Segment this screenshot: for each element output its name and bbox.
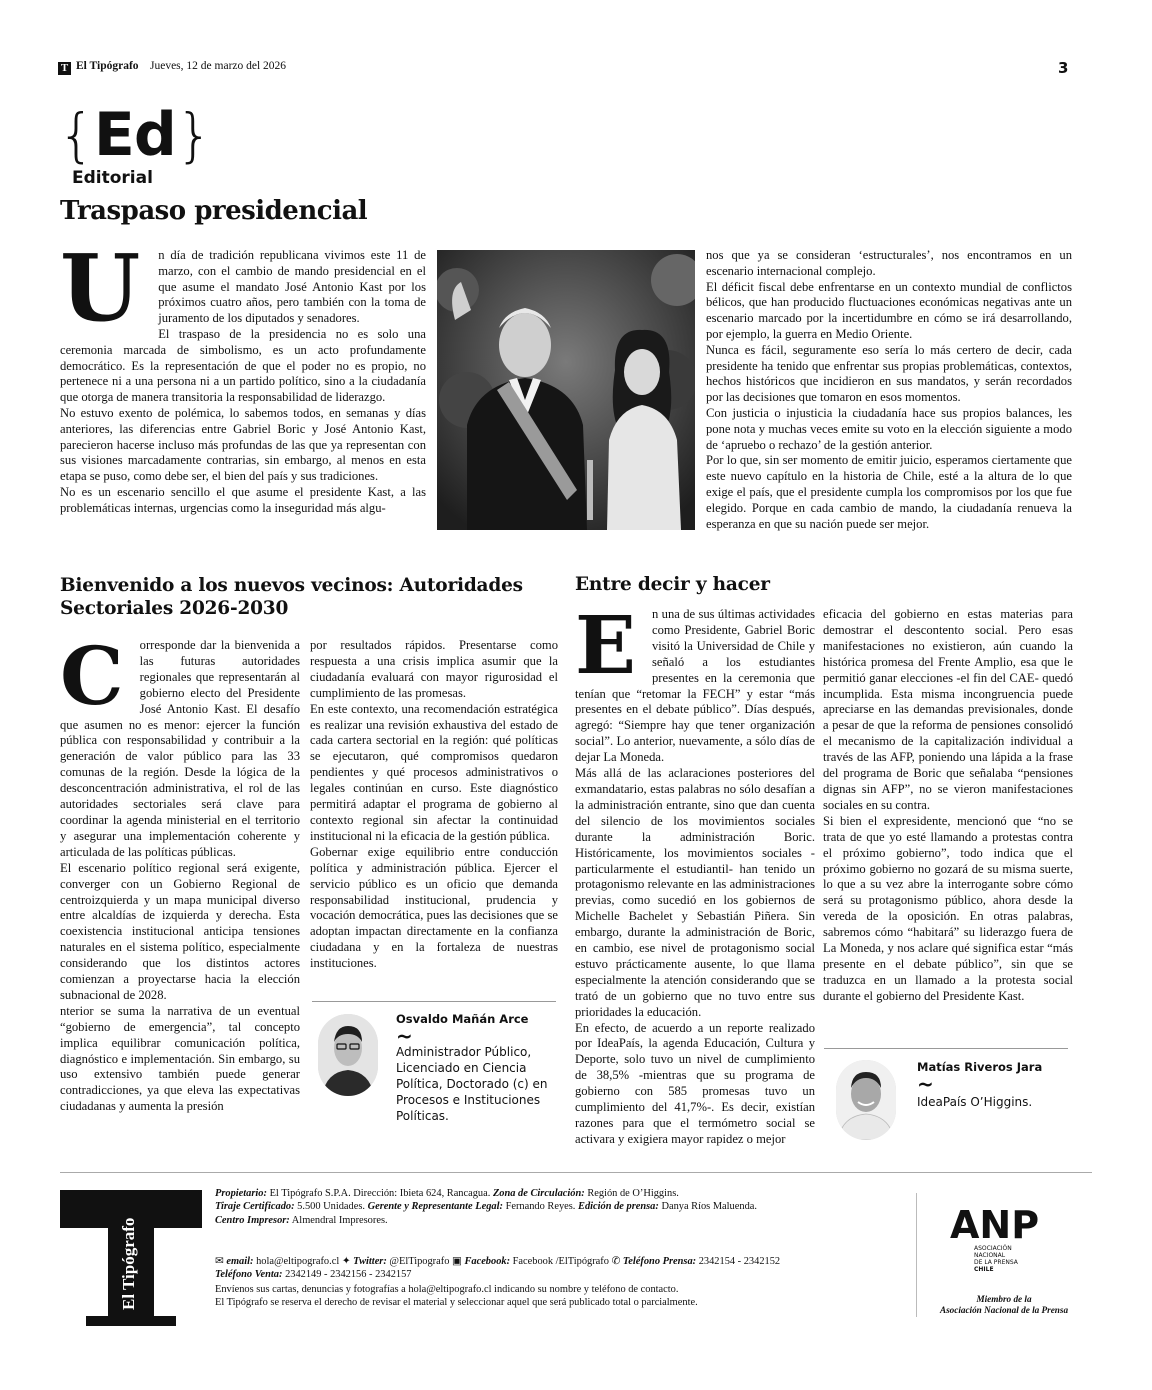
article-paragraph: nterior se suma la narrativa de un eventual “gobierno de emergencia”, tal concepto implica equilibrar comunicación política, diagnóstico e implementación. Sin embargo, su uso extensivo también puede generar contradicciones, ya que eleva las expectativas ciudadanas y aumenta la presión (60, 1003, 300, 1114)
footer-notice (215, 1283, 903, 1310)
author-divider (824, 1048, 1068, 1049)
brace-open: { (58, 101, 94, 169)
anp-caption: CHILE (974, 1266, 994, 1273)
email-icon: ✉ (215, 1256, 224, 1267)
footer-label: Zona de Circulación: (492, 1188, 585, 1199)
editorial-paragraph: El déficit fiscal debe enfrentarse en un contexto mundial de conflictos bélicos, que han producido fluctuaciones económicas negativas ante un escenario marcado por la incertidumbre en cómo se irá desarrollando, por ejemplo, la guerra en Medio Oriente. (706, 279, 1072, 341)
header-paper-name: El Tipógrafo (76, 60, 139, 72)
editorial-column-3 (706, 248, 1072, 533)
footer-logo-text: El Tipógrafo (119, 1217, 138, 1310)
editorial-paragraph: nos que ya se consideran ‘estructurales’, nos encontramos en un escenario internacional complejo. (706, 248, 1072, 278)
header-date: Jueves, 12 de marzo del 2026 (150, 60, 287, 72)
editorial-paragraph: No es un escenario sencillo el que asume el presidente Kast, a las problemáticas internas, urgencias como la inseguridad más algu- (60, 484, 426, 515)
footer-label: Propietario: (215, 1188, 267, 1199)
article-paragraph: Más allá de las aclaraciones posteriores del exmandatario, estas palabras no sólo desafían a la administración entrante, sino que dan cuenta del silencio de los movimientos sociales durante la administración Boric. Históricamente, los movimientos sociales -particularmente el estudiantil- han tenido un protagonismo relevante en las administraciones previas, como sucedió en los gobiernos de Michelle Bachelet y Sebastián Piñera. Sin embargo, durante la administración de Boric, en cambio, ese nivel de protagonismo social estuvo prácticamente ausente, lo que llama especialmente la atención considerando que se trató de un gobierno que no tuvo entre sus prioridades la educación. (575, 766, 815, 1019)
editorial-paragraph: El traspaso de la presidencia no es solo una ceremonia marcada de simbolismo, es un acto profundamente democrático. Es la representación de que el poder no es propio, no pertenece ni a una persona ni a un partido político, sino a la ciudadanía que otorga de manera transitoria la responsabilidad de liderazgo. (60, 326, 426, 405)
anp-logo (948, 1198, 1044, 1278)
article-left-title: Bienvenido a los nuevos vecinos: Autoridades Sectoriales 2026-2030 (60, 575, 523, 619)
editorial-paragraph: n día de tradición republicana vivimos este 11 de marzo, con el cambio de mando presidencial en el que asume el mandato José Antonio Kast por los próximos cuatro años, pero también con la toma de juramento de los diputados y senadores. (158, 248, 426, 326)
editorial-column-1 (60, 248, 426, 533)
email-link[interactable]: hola@eltipografo.cl (256, 1256, 340, 1267)
editorial-paragraph: Con justicia o injusticia la ciudadanía hace sus propios balances, les pone nota y muchas veces emite su voto en la elección siguiente a modo de ‘apruebo o rechazo’ de la gestión anterior. (706, 405, 1072, 452)
footer-value: El Tipógrafo S.P.A. Dirección: Ibieta 624, Rancagua. (269, 1188, 491, 1199)
twitter-link[interactable]: @ElTipografo (389, 1256, 450, 1267)
editorial-paragraph: Nunca es fácil, seguramente eso sería lo más certero de decir, cada presidente ha tenido que enfrentar sus propias problemáticas, contextos, hechos históricos que incidieron en sus mandatos, y serán recordados por las decisiones que tomaron en esos momentos. (706, 342, 1072, 405)
anp-logo-letters: ANP (950, 1203, 1040, 1247)
author-tilde: ~ (396, 1024, 413, 1048)
author-description: IdeaPaís O’Higgins. (917, 1095, 1033, 1109)
facebook-icon: ▣ (452, 1256, 462, 1267)
footer-notice-line: Envíenos sus cartas, denuncias y fotografías a hola@eltipografo.cl indicando su nombre y teléfono de contacto. (215, 1284, 679, 1295)
author-name: Matías Riveros Jara (917, 1060, 1043, 1074)
footer-value: 5.500 Unidades. (297, 1201, 365, 1213)
footer-value: Danya Ríos Maluenda. (661, 1201, 757, 1213)
editorial-photo (437, 250, 695, 530)
article-paragraph: En efecto, de acuerdo a un reporte realizado por IdeaPaís, la agenda Educación, Cultura y Deporte, solo tuvo un nivel de cumplimiento de 38,5% -mientras que su programa de gobierno con 585 promesas tuvo un cumplimiento del 41,7%-. Es decir, existían razones para que el termómetro social se activara y exigiera mayor rapidez o mejor (575, 1020, 815, 1146)
article-right-dropcap: E (575, 607, 636, 692)
t-logo-icon (58, 1188, 204, 1328)
footer-value: Región de O’Higgins. (587, 1188, 679, 1199)
article-paragraph: n una de sus últimas actividades como Presidente, Gabriel Boric visitó la Universidad de Chile y señaló a los estudiantes presentes en la ceremonia que tenían que “retomar la FECH” y estar “más presentes en el debate público”. Días después, agregó: “Siempre hay que tener organización social”. Lo anterior, nuevamente, a sólo días de dejar La Moneda. (575, 607, 815, 765)
anp-caption: NACIONAL (974, 1252, 1006, 1259)
footer-credits (215, 1187, 905, 1227)
facebook-link[interactable]: Facebook /ElTipógrafo (512, 1256, 609, 1267)
article-right-column-2 (823, 607, 1073, 1037)
footer-logo (58, 1188, 204, 1328)
footer-divider (60, 1172, 1092, 1173)
author-portrait (836, 1060, 896, 1140)
article-left-column-2 (310, 638, 558, 988)
article-paragraph: Gobernar exige equilibrio entre conducción política y administración pública. Ejercer el servicio público es un oficio que demanda responsabilidad institucional, prudencia y vocación democrática, pues las decisiones que se adoptan impactan directamente en la confianza ciudadana y en la fortaleza de nuestras instituciones. (310, 844, 558, 971)
anp-membership-line: Miembro de la (976, 1294, 1032, 1304)
footer-label: Twitter: (353, 1256, 387, 1267)
article-paragraph: eficacia del gobierno en estas materias para demostrar el descontento social. Pero esas manifestaciones no existieron, aún cuando la histórica promesa del Frente Amplio, esa que le permitió ganar elecciones -el fin del CAE- quedó incumplida. Esta misma incongruencia puede apreciarse en las demandas previsionales, donde a pesar de que la reforma de pensiones consolidó el mecanismo de la capitalización individual a través de las AFP, poniendo una lápida a la frase del programa de Boric que señalaba “pensiones dignas sin AFP”, no se vieron manifestaciones sociales en su contra. (823, 607, 1073, 812)
anp-caption: DE LA PRENSA (974, 1259, 1018, 1266)
article-left-column-1 (60, 638, 300, 1128)
author-photo (318, 1014, 378, 1096)
article-right-title: Entre decir y hacer (575, 574, 770, 595)
anp-membership-line: Asociación Nacional de la Prensa (939, 1305, 1069, 1315)
footer-label: Gerente y Representante Legal: (367, 1201, 503, 1213)
footer-label: email: (226, 1256, 254, 1267)
footer-value: Almendral Impresores. (291, 1214, 388, 1226)
page-number: 3 (1058, 59, 1069, 77)
footer-label: Edición de prensa: (578, 1201, 659, 1213)
footer-value: Fernando Reyes. (505, 1201, 576, 1213)
footer-label: Teléfono Prensa: (622, 1256, 697, 1267)
footer-value: 2342154 - 2342152 (698, 1256, 781, 1267)
footer-value: 2342149 - 2342156 - 2342157 (285, 1269, 412, 1281)
footer-label: Tiraje Certificado: (215, 1201, 295, 1213)
phone-icon: ✆ (611, 1256, 621, 1267)
section-label: Editorial (72, 168, 153, 188)
article-paragraph: En este contexto, una recomendación estratégica es realizar una revisión exhaustiva del estado de cada cartera sectorial en la región: qué políticas se ejecutaron, qué compromisos quedaron pendientes y qué procesos administrativos o legales continúan en curso. Este diagnóstico permitirá adaptar el programa de gobierno al contexto regional sin afectar la continuidad institucional ni la eficacia de la gestión pública. (310, 701, 558, 843)
footer-vertical-divider (916, 1193, 917, 1317)
author-portrait (318, 1014, 378, 1096)
footer-notice-line: El Tipógrafo se reserva el derecho de revisar el material y seleccionar aquel que será publicado total o parcialmente. (215, 1297, 698, 1309)
footer-label: Centro Impresor: (215, 1214, 290, 1226)
article-paragraph: orresponde dar la bienvenida a las futuras autoridades regionales que representarán al gobierno electo del Presidente José Antonio Kast. El desafío que asumen no es menor: ejercer la función pública con responsabilidad y contribuir a la generación de valor público para las 33 comunas de la región. Desde la lógica de la desconcentración administrativa, el rol de las autoridades sectoriales será clave para coordinar la agenda ministerial en el territorio y asegurar una implementación coherente y articulada de las políticas públicas. (60, 638, 300, 859)
brace-close: } (175, 101, 212, 169)
footer-contacts (215, 1255, 905, 1282)
header-logo: T (58, 62, 71, 75)
article-right-column-1 (575, 607, 815, 1159)
anp-membership (918, 1294, 1090, 1316)
article-paragraph: Si bien el expresidente, mencionó que “no se trata de que yo esté llamando a protestas contra el próximo gobierno”, todo indica que el próximo gobierno no gozará de su misma suerte, lo que a su vez abre la interrogante sobre cómo será su protagonismo público, ahora desde la vereda de la oposición. En otras palabras, sabremos cómo “habitará” su liderazgo fuera de La Moneda, y nos aclare qué significa estar “más presente en el debate público”, sin que se traduzca en un llamado a la protesta social durante el gobierno del Presidente Kast. (823, 813, 1073, 1003)
editorial-paragraph: No estuvo exento de polémica, lo sabemos todos, en semanas y días anteriores, las diferencias entre Gabriel Boric y José Antonio Kast, parecieron hacerse incluso más profundas de las que ya representan con sus visiones marcadamente contrarias, sin embargo, al menos en esta etapa se puso, como debe ser, el bien del país y sus tradiciones. (60, 405, 426, 484)
editorial-dropcap: U (60, 248, 141, 342)
photo-president-and-first-lady (437, 250, 695, 530)
article-left-dropcap: C (60, 638, 124, 723)
editorial-section-mark (58, 100, 212, 170)
anp-logo-icon (948, 1198, 1044, 1278)
author-description: Administrador Público, Licenciado en Ciencia Política, Doctorado (c) en Procesos e Instituciones Políticas. (396, 1045, 548, 1123)
ed-letters: Ed (93, 100, 176, 170)
anp-caption: ASOCIACIÓN (974, 1245, 1012, 1252)
article-paragraph: por resultados rápidos. Presentarse como respuesta a una crisis implica asumir que la ciudadanía evaluará con mayor rigurosidad el cumplimiento de las promesas. (310, 638, 558, 700)
footer-label: Facebook: (464, 1256, 511, 1267)
author-divider (312, 1001, 556, 1002)
article-paragraph: El escenario político regional será exigente, converger con un Gobierno Regional de centroizquierda y un mapa municipal diverso entre alcaldías de izquierda y derecha. Esta coexistencia institucional anticipa tensiones naturales en el sistema político, especialmente considerando que los distintos actores comienzan a proyectarse hacia la elección subnacional de 2028. (60, 860, 300, 1002)
editorial-paragraph: Por lo que, sin ser momento de emitir juicio, esperamos ciertamente que este nuevo capítulo en la historia de Chile, esté a la altura de lo que exige el país, que el presidente cumpla los compromisos por los que fue elegido. Porque en cada cambio de mando, la ciudadanía renueva la esperanza en que su nación puede ser mejor. (706, 453, 1072, 531)
author-name: Osvaldo Mañán Arce (396, 1012, 529, 1026)
twitter-icon: ✦ (341, 1256, 351, 1267)
footer-label: Teléfono Venta: (215, 1269, 283, 1281)
editorial-title: Traspaso presidencial (60, 196, 368, 226)
author-tilde: ~ (917, 1072, 934, 1096)
author-photo (836, 1060, 896, 1140)
